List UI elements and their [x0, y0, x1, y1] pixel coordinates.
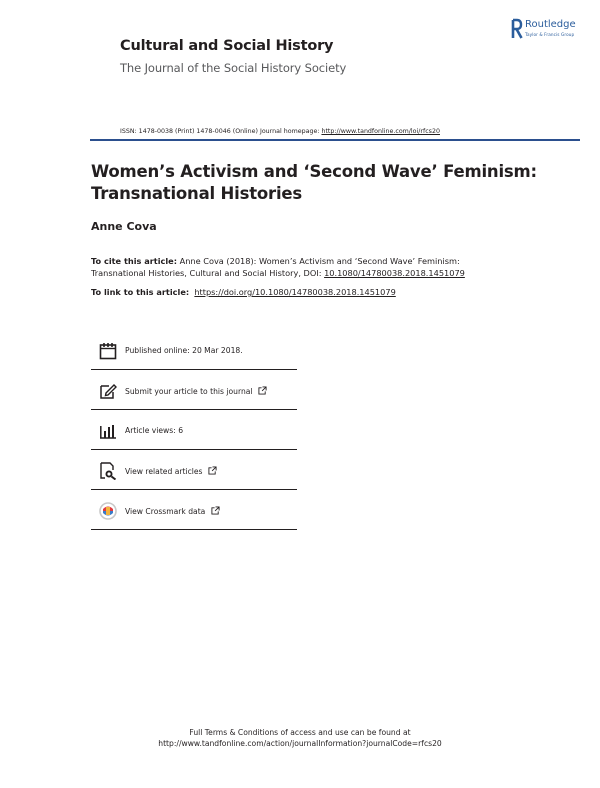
publisher-name: Routledge — [525, 19, 576, 30]
article-link-block — [91, 287, 396, 297]
article-doi-link[interactable]: https://doi.org/10.1080/14780038.2018.1451079 — [194, 287, 396, 297]
submit-article-label: Submit your article to this journal — [125, 387, 253, 396]
citation-block — [91, 255, 501, 279]
publisher-tagline: Taylor & Francis Group — [525, 32, 575, 37]
routledge-logo-icon — [511, 18, 523, 40]
article-views-row — [91, 409, 297, 450]
published-date-row — [91, 329, 297, 370]
citation-text: Anne Cova (2018): Women’s Activism and ‘Second Wave’ Feminism: Transnational Histories, Cultural and Social History, DOI: — [91, 256, 460, 278]
footer-terms-link[interactable]: http://www.tandfonline.com/action/journalInformation?journalCode=rfcs20 — [158, 739, 442, 748]
article-author: Anne Cova — [91, 220, 157, 233]
external-link-icon — [208, 466, 217, 475]
submit-article-link[interactable] — [125, 386, 267, 396]
crossmark-label: View Crossmark data — [125, 507, 206, 516]
footer-terms-text: Full Terms & Conditions of access and use can be found at — [189, 728, 411, 737]
related-articles-label: View related articles — [125, 467, 203, 476]
article-title: Women’s Activism and ‘Second Wave’ Feminism: Transnational Histories — [91, 162, 537, 203]
link-label: To link to this article: — [91, 287, 190, 297]
journal-title: Cultural and Social History — [120, 38, 334, 54]
published-date-text: Published online: 20 Mar 2018. — [125, 346, 243, 355]
crossmark-link[interactable] — [125, 506, 220, 516]
crossmark-icon — [99, 502, 117, 520]
bar-chart-icon — [99, 422, 117, 440]
citation-doi-link[interactable]: 10.1080/14780038.2018.1451079 — [324, 268, 465, 278]
related-articles-row[interactable] — [91, 449, 297, 490]
related-articles-link[interactable] — [125, 466, 217, 476]
publisher-logo[interactable] — [511, 18, 591, 42]
footer — [0, 727, 600, 749]
submit-article-row[interactable] — [91, 369, 297, 410]
external-link-icon — [258, 386, 267, 395]
header-divider — [90, 139, 580, 141]
edit-icon — [99, 382, 117, 400]
calendar-icon — [99, 342, 117, 360]
crossmark-row[interactable] — [91, 489, 297, 530]
citation-label: To cite this article: — [91, 256, 177, 266]
journal-homepage-link[interactable]: http://www.tandfonline.com/loi/rfcs20 — [321, 128, 440, 135]
search-document-icon — [99, 462, 117, 480]
journal-subtitle: The Journal of the Social History Society — [120, 61, 347, 75]
external-link-icon — [211, 506, 220, 515]
issn-text: ISSN: 1478-0038 (Print) 1478-0046 (Online) Journal homepage: — [120, 128, 322, 135]
article-views-text: Article views: 6 — [125, 426, 184, 435]
issn-line — [120, 128, 440, 135]
